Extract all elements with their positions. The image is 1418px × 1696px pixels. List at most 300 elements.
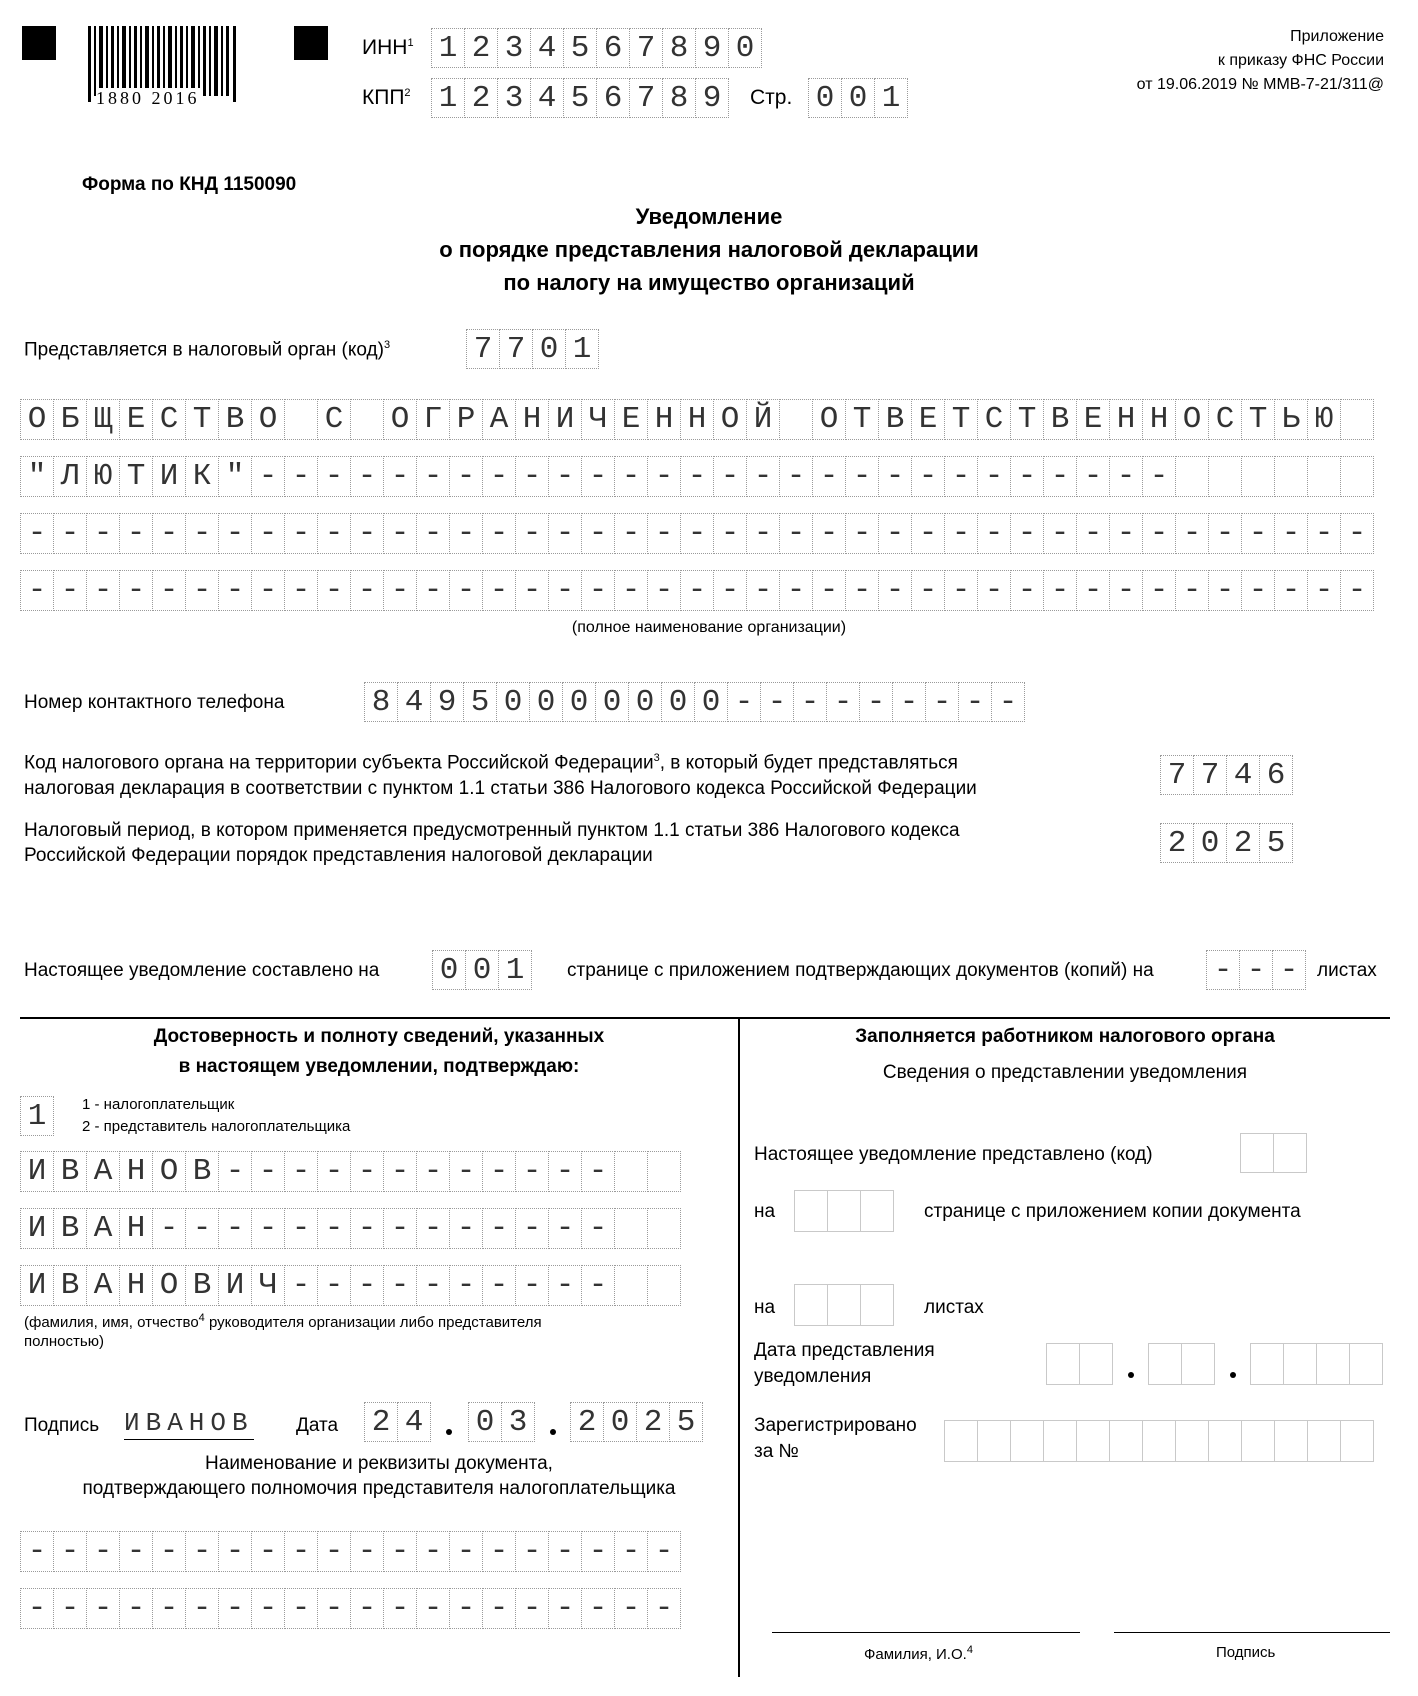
char-cell: 2 <box>636 1402 670 1442</box>
right-fio-label-text: Фамилия, И.О. <box>864 1646 967 1663</box>
char-cell: О <box>152 1151 186 1192</box>
char-cell: - <box>251 1531 285 1572</box>
char-cell <box>647 1208 681 1249</box>
char-cell: 0 <box>595 682 629 722</box>
char-cell: Й <box>746 399 780 440</box>
char-cell: 2 <box>464 28 498 68</box>
char-cell: В <box>53 1265 87 1306</box>
right-pages-label: странице с приложением копии документа <box>924 1201 1301 1222</box>
char-cell: - <box>53 1531 87 1572</box>
char-cell: - <box>548 1151 582 1192</box>
char-cell: - <box>1241 570 1275 611</box>
doc-caption-1: Наименование и реквизиты документа, <box>205 1453 553 1474</box>
char-cell: О <box>20 399 54 440</box>
date-label: Дата <box>296 1415 339 1436</box>
char-cell: - <box>218 570 252 611</box>
char-cell: " <box>218 456 252 497</box>
signature-value[interactable]: ИВАНОВ <box>124 1408 254 1438</box>
fio-caption-text-1b: руководителя организации либо представителя <box>204 1314 542 1331</box>
char-cell: - <box>581 570 615 611</box>
char-cell: - <box>977 570 1011 611</box>
char-cell: - <box>713 456 747 497</box>
char-cell: Б <box>53 399 87 440</box>
char-cell <box>827 1190 861 1232</box>
confirmation-title-2: в настоящем уведомлении, подтверждаю: <box>178 1056 580 1077</box>
char-cell: А <box>86 1208 120 1249</box>
char-cell: 0 <box>562 682 596 722</box>
char-cell: - <box>482 513 516 554</box>
char-cell: С <box>152 399 186 440</box>
char-cell: - <box>845 456 879 497</box>
char-cell: - <box>581 1265 615 1306</box>
char-cell: - <box>416 1265 450 1306</box>
char-cell: 4 <box>530 28 564 68</box>
char-cell: - <box>779 570 813 611</box>
char-cell: - <box>548 456 582 497</box>
char-cell: Е <box>119 399 153 440</box>
date-month-cells[interactable] <box>468 1402 534 1442</box>
tax-authority-code-cells[interactable] <box>466 329 598 369</box>
char-cell: - <box>845 570 879 611</box>
char-cell: - <box>812 570 846 611</box>
date-day-cells[interactable] <box>364 1402 430 1442</box>
tax-authority-footnote: 3 <box>383 339 391 351</box>
char-cell: Н <box>1142 399 1176 440</box>
submission-date-dot <box>1128 1372 1134 1378</box>
registration-number-cells[interactable] <box>944 1420 1373 1462</box>
char-cell: - <box>1206 950 1240 990</box>
corner-marker-right <box>294 26 328 60</box>
tax-period-cells[interactable] <box>1160 823 1292 863</box>
char-cell: - <box>548 1208 582 1249</box>
char-cell <box>860 1190 894 1232</box>
char-cell: - <box>284 1588 318 1629</box>
char-cell: 7 <box>1193 755 1227 795</box>
char-cell: - <box>614 1588 648 1629</box>
char-cell: Р <box>449 399 483 440</box>
right-signature-label: Подпись <box>1216 1644 1276 1661</box>
char-cell <box>614 1265 648 1306</box>
char-cell <box>1307 1420 1341 1462</box>
char-cell: - <box>614 1531 648 1572</box>
char-cell: Ю <box>86 456 120 497</box>
char-cell: - <box>746 570 780 611</box>
char-cell: - <box>218 1208 252 1249</box>
char-cell: 4 <box>397 682 431 722</box>
char-cell <box>1142 1420 1176 1462</box>
submission-day-cells[interactable] <box>1046 1343 1112 1385</box>
kpp-cells[interactable] <box>431 78 728 118</box>
appendix-line-3: от 19.06.2019 № ММВ-7-21/311@ <box>1136 76 1384 93</box>
char-cell <box>1148 1343 1182 1385</box>
char-cell <box>1273 1133 1307 1173</box>
char-cell: - <box>944 570 978 611</box>
char-cell: - <box>1043 570 1077 611</box>
char-cell: Н <box>119 1208 153 1249</box>
char-cell: - <box>482 1588 516 1629</box>
char-cell: Н <box>1109 399 1143 440</box>
char-cell <box>860 1284 894 1326</box>
char-cell: - <box>1274 570 1308 611</box>
char-cell: 5 <box>669 1402 703 1442</box>
char-cell: - <box>251 513 285 554</box>
char-cell: - <box>416 1588 450 1629</box>
char-cell: - <box>1241 513 1275 554</box>
char-cell <box>647 1265 681 1306</box>
char-cell: - <box>86 1588 120 1629</box>
signer-option-1: 1 - налогоплательщик <box>82 1096 235 1113</box>
submission-date-dot <box>1230 1372 1236 1378</box>
char-cell: 0 <box>532 329 566 369</box>
char-cell: - <box>185 513 219 554</box>
char-cell: - <box>251 570 285 611</box>
char-cell: А <box>86 1265 120 1306</box>
char-cell: 3 <box>501 1402 535 1442</box>
char-cell: - <box>317 1531 351 1572</box>
char-cell <box>614 1208 648 1249</box>
char-cell: - <box>925 682 959 722</box>
char-cell: - <box>317 1265 351 1306</box>
char-cell: - <box>515 456 549 497</box>
date-separator-dot <box>550 1429 556 1435</box>
char-cell: - <box>1272 950 1306 990</box>
char-cell: - <box>614 513 648 554</box>
char-cell: - <box>53 570 87 611</box>
char-cell: - <box>1307 570 1341 611</box>
corner-marker-left <box>22 26 56 60</box>
char-cell: - <box>284 1265 318 1306</box>
patronymic-cells[interactable] <box>20 1265 680 1306</box>
char-cell: - <box>548 1588 582 1629</box>
char-cell: - <box>218 1588 252 1629</box>
char-cell: - <box>317 1208 351 1249</box>
char-cell: 7 <box>1160 755 1194 795</box>
tax-authority-label-text: Представляется в налоговый орган (код) <box>24 339 384 361</box>
doc-line-1[interactable] <box>20 1531 680 1572</box>
char-cell: Ю <box>1307 399 1341 440</box>
char-cell: - <box>218 1151 252 1192</box>
signer-type-cell[interactable] <box>20 1096 53 1136</box>
char-cell: - <box>350 1531 384 1572</box>
char-cell: 2 <box>1226 823 1260 863</box>
char-cell: - <box>614 570 648 611</box>
char-cell: - <box>317 1151 351 1192</box>
char-cell: - <box>911 513 945 554</box>
char-cell: - <box>383 456 417 497</box>
right-pages-cells[interactable] <box>794 1190 893 1232</box>
char-cell: 1 <box>874 78 908 118</box>
char-cell <box>1340 1420 1374 1462</box>
kpp-footnote: 2 <box>404 87 411 99</box>
char-cell: - <box>350 1265 384 1306</box>
char-cell: - <box>727 682 761 722</box>
char-cell: 6 <box>596 78 630 118</box>
char-cell <box>614 1151 648 1192</box>
char-cell: - <box>350 513 384 554</box>
char-cell: - <box>251 456 285 497</box>
registered-label-2: за № <box>754 1441 799 1462</box>
char-cell: - <box>482 456 516 497</box>
pages-count-cells[interactable] <box>432 950 531 990</box>
char-cell: 2 <box>364 1402 398 1442</box>
char-cell: - <box>515 570 549 611</box>
title-line-3: по налогу на имущество организаций <box>503 270 915 295</box>
char-cell: - <box>383 513 417 554</box>
char-cell: 0 <box>529 682 563 722</box>
char-cell: - <box>760 682 794 722</box>
phone-cells[interactable] <box>364 682 1024 722</box>
char-cell: - <box>1142 570 1176 611</box>
char-cell: 4 <box>1226 755 1260 795</box>
char-cell: - <box>991 682 1025 722</box>
char-cell: - <box>515 1208 549 1249</box>
char-cell: 5 <box>563 28 597 68</box>
char-cell: - <box>746 513 780 554</box>
char-cell: - <box>1010 456 1044 497</box>
char-cell: - <box>1010 513 1044 554</box>
right-on-label-1: на <box>754 1201 776 1222</box>
char-cell: В <box>185 1265 219 1306</box>
form-code: Форма по КНД 1150090 <box>82 174 297 195</box>
char-cell: - <box>548 1265 582 1306</box>
char-cell: - <box>1142 456 1176 497</box>
char-cell: 0 <box>465 950 499 990</box>
char-cell: Т <box>944 399 978 440</box>
char-cell: - <box>119 1531 153 1572</box>
char-cell <box>1283 1343 1317 1385</box>
char-cell: 0 <box>496 682 530 722</box>
char-cell: - <box>416 1208 450 1249</box>
char-cell <box>1274 1420 1308 1462</box>
char-cell: - <box>482 1151 516 1192</box>
char-cell <box>350 399 384 440</box>
org-name-line-1[interactable] <box>20 399 1373 440</box>
char-cell: - <box>977 513 1011 554</box>
char-cell: О <box>152 1265 186 1306</box>
submission-month-cells[interactable] <box>1148 1343 1214 1385</box>
char-cell <box>1240 1133 1274 1173</box>
fio-caption-footnote: 4 <box>198 1312 205 1324</box>
fio-caption-text-1: (фамилия, имя, отчество <box>24 1314 199 1331</box>
char-cell <box>944 1420 978 1462</box>
char-cell: 1 <box>431 78 465 118</box>
char-cell: 5 <box>563 78 597 118</box>
doc-line-2[interactable] <box>20 1588 680 1629</box>
char-cell: 0 <box>728 28 762 68</box>
char-cell <box>1046 1343 1080 1385</box>
char-cell: С <box>977 399 1011 440</box>
char-cell: - <box>1109 513 1143 554</box>
page-cells[interactable] <box>808 78 907 118</box>
char-cell: - <box>482 1531 516 1572</box>
attachment-sheets-cells[interactable] <box>1206 950 1305 990</box>
char-cell: - <box>152 513 186 554</box>
char-cell: - <box>779 456 813 497</box>
char-cell: С <box>317 399 351 440</box>
right-on-label-2: на <box>754 1297 776 1318</box>
char-cell: - <box>878 570 912 611</box>
char-cell: В <box>878 399 912 440</box>
char-cell: - <box>515 513 549 554</box>
char-cell: - <box>350 1588 384 1629</box>
char-cell: - <box>713 513 747 554</box>
char-cell: - <box>20 1531 54 1572</box>
char-cell: Е <box>1076 399 1110 440</box>
char-cell <box>1208 1420 1242 1462</box>
char-cell: Ч <box>581 399 615 440</box>
char-cell <box>977 1420 1011 1462</box>
char-cell: - <box>152 570 186 611</box>
char-cell: - <box>859 682 893 722</box>
char-cell: - <box>383 1531 417 1572</box>
char-cell <box>794 1190 828 1232</box>
char-cell: - <box>218 513 252 554</box>
char-cell: 2 <box>570 1402 604 1442</box>
char-cell: 3 <box>497 28 531 68</box>
char-cell: 2 <box>1160 823 1194 863</box>
char-cell: - <box>350 456 384 497</box>
char-cell: - <box>449 1265 483 1306</box>
char-cell: - <box>251 1208 285 1249</box>
char-cell: С <box>1208 399 1242 440</box>
char-cell <box>647 1151 681 1192</box>
appendix-line-1: Приложение <box>1290 28 1384 45</box>
char-cell: 8 <box>662 78 696 118</box>
char-cell: - <box>1274 513 1308 554</box>
char-cell: 0 <box>432 950 466 990</box>
char-cell: - <box>1142 513 1176 554</box>
char-cell: И <box>20 1208 54 1249</box>
char-cell: 0 <box>808 78 842 118</box>
char-cell: 7 <box>629 78 663 118</box>
char-cell: - <box>449 1588 483 1629</box>
char-cell: - <box>977 456 1011 497</box>
char-cell: В <box>185 1151 219 1192</box>
declaration-authority-code-cells[interactable] <box>1160 755 1292 795</box>
char-cell: - <box>185 1531 219 1572</box>
char-cell: - <box>251 1588 285 1629</box>
page-label: Стр. <box>750 86 793 109</box>
pages-label-mid: странице с приложением подтверждающих документов (копий) на <box>567 960 1154 981</box>
char-cell: Н <box>680 399 714 440</box>
char-cell: - <box>581 1531 615 1572</box>
char-cell: - <box>20 513 54 554</box>
name-cells[interactable] <box>20 1208 680 1249</box>
char-cell <box>1349 1343 1383 1385</box>
char-cell: - <box>1175 570 1209 611</box>
inn-cells[interactable] <box>431 28 761 68</box>
submission-year-cells[interactable] <box>1250 1343 1382 1385</box>
char-cell: - <box>284 513 318 554</box>
char-cell: В <box>53 1151 87 1192</box>
char-cell: 6 <box>596 28 630 68</box>
char-cell: 0 <box>1193 823 1227 863</box>
char-cell <box>284 399 318 440</box>
char-cell: - <box>812 513 846 554</box>
registered-label-1: Зарегистрировано <box>754 1415 917 1436</box>
char-cell <box>1241 456 1275 497</box>
char-cell: Ь <box>1274 399 1308 440</box>
char-cell: - <box>911 456 945 497</box>
char-cell: - <box>119 570 153 611</box>
char-cell: - <box>284 456 318 497</box>
right-fio-footnote: 4 <box>966 1644 973 1656</box>
char-cell: 7 <box>629 28 663 68</box>
char-cell: И <box>20 1265 54 1306</box>
submitted-code-cells[interactable] <box>1240 1133 1306 1173</box>
inn-label-text: ИНН <box>362 36 408 59</box>
org-name-line-3[interactable] <box>20 513 1373 554</box>
char-cell: - <box>416 456 450 497</box>
char-cell: - <box>581 1588 615 1629</box>
char-cell: 9 <box>430 682 464 722</box>
char-cell <box>1241 1420 1275 1462</box>
char-cell: О <box>383 399 417 440</box>
char-cell: - <box>152 1208 186 1249</box>
char-cell: - <box>680 513 714 554</box>
char-cell: - <box>1043 513 1077 554</box>
right-sheets-cells[interactable] <box>794 1284 893 1326</box>
char-cell: - <box>449 456 483 497</box>
char-cell: - <box>449 1531 483 1572</box>
tax-office-subtitle: Сведения о представлении уведомления <box>882 1062 1248 1083</box>
char-cell: - <box>1239 950 1273 990</box>
char-cell: - <box>416 1531 450 1572</box>
char-cell <box>1043 1420 1077 1462</box>
date-year-cells[interactable] <box>570 1402 702 1442</box>
char-cell: Ч <box>251 1265 285 1306</box>
declaration-authority-footnote: 3 <box>653 752 660 764</box>
date-separator-dot <box>446 1429 452 1435</box>
declaration-authority-label-1 <box>24 752 958 774</box>
org-name-line-2[interactable] <box>20 456 1373 497</box>
char-cell <box>1307 456 1341 497</box>
char-cell: - <box>911 570 945 611</box>
char-cell: - <box>185 570 219 611</box>
char-cell: 4 <box>530 78 564 118</box>
char-cell: В <box>218 399 252 440</box>
char-cell: - <box>53 513 87 554</box>
char-cell: Т <box>1241 399 1275 440</box>
char-cell: - <box>647 570 681 611</box>
char-cell: - <box>383 570 417 611</box>
char-cell: - <box>383 1208 417 1249</box>
char-cell: 2 <box>464 78 498 118</box>
char-cell: - <box>350 1208 384 1249</box>
org-name-caption: (полное наименование организации) <box>571 619 847 636</box>
char-cell: - <box>826 682 860 722</box>
char-cell: 7 <box>499 329 533 369</box>
char-cell <box>779 399 813 440</box>
phone-label: Номер контактного телефона <box>24 692 285 713</box>
char-cell: 8 <box>364 682 398 722</box>
surname-cells[interactable] <box>20 1151 680 1192</box>
tax-office-title: Заполняется работником налогового органа <box>855 1026 1275 1047</box>
pages-label-before: Настоящее уведомление составлено на <box>24 960 380 981</box>
char-cell: 9 <box>695 78 729 118</box>
char-cell: - <box>515 1531 549 1572</box>
char-cell: - <box>350 570 384 611</box>
org-name-line-4[interactable] <box>20 570 1373 611</box>
section-divider-vertical <box>738 1017 740 1677</box>
char-cell <box>827 1284 861 1326</box>
char-cell <box>1340 456 1374 497</box>
title-line-2: о порядке представления налоговой декларации <box>439 237 979 262</box>
char-cell: - <box>680 456 714 497</box>
char-cell: - <box>1109 570 1143 611</box>
char-cell: - <box>1208 513 1242 554</box>
char-cell: - <box>1307 513 1341 554</box>
